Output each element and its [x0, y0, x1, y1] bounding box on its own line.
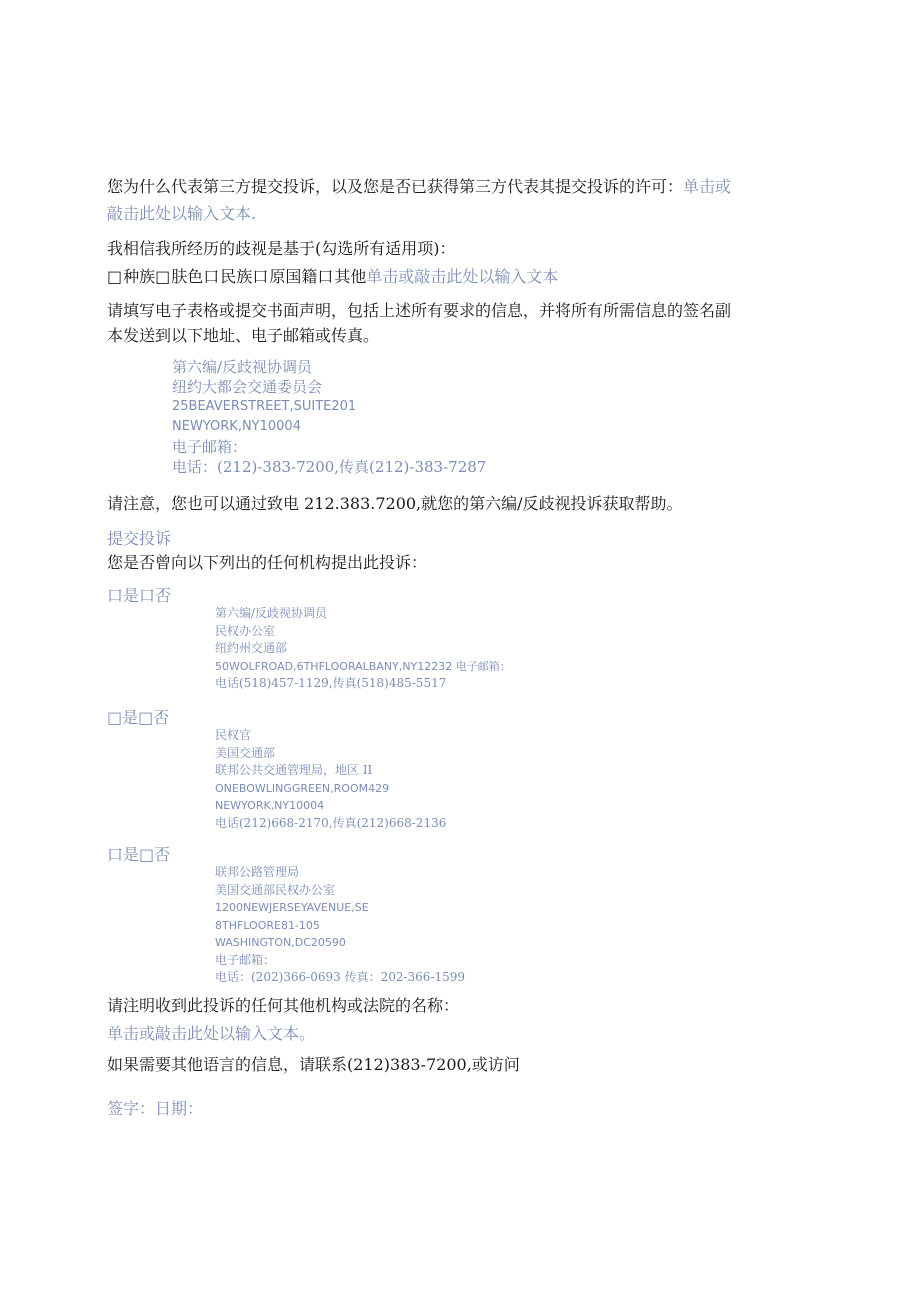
- option-other[interactable]: 口其他: [317, 267, 366, 286]
- address-line: 纽约州交通部: [215, 641, 288, 655]
- agency-1-yes-no: [107, 584, 171, 608]
- address-line: NEWYORK,NY10004: [172, 419, 301, 434]
- signature-date-line[interactable]: 签字：日期：: [107, 1099, 204, 1118]
- third-party-question: [107, 175, 731, 199]
- address-line: 第六编/反歧视协调员: [215, 606, 328, 620]
- checkbox-agency-1-yes[interactable]: 口: [107, 586, 124, 605]
- checkbox-national-origin[interactable]: 口: [252, 267, 269, 286]
- instructions-line1: 请填写电子表格或提交书面声明，包括上述所有要求的信息，并将所有所需信息的签名副: [107, 301, 732, 320]
- agency-3-no-option[interactable]: □否: [139, 845, 171, 864]
- third-party-placeholder[interactable]: 单击或: [683, 177, 732, 196]
- agency-3-address: [215, 864, 465, 987]
- other-agencies-placeholder[interactable]: 单击或敲击此处以输入文本。: [107, 1024, 316, 1043]
- address-line: 美国交通部民权办公室: [215, 882, 336, 897]
- address-line: 电子邮箱：: [215, 952, 276, 967]
- option-ethnicity[interactable]: 口民族: [203, 267, 252, 286]
- checkbox-color[interactable]: □: [155, 267, 171, 286]
- submit-question: 您是否曾向以下列出的任何机构提出此投诉：: [107, 553, 428, 572]
- option-national-origin[interactable]: 口原国籍: [252, 267, 317, 286]
- address-line: WASHINGTON,DC20590: [215, 936, 346, 949]
- agency-1-yes-option[interactable]: 口是: [107, 586, 140, 605]
- address-line: 民权办公室: [215, 623, 276, 638]
- agency-2-yes-option[interactable]: □是: [107, 708, 139, 727]
- primary-address: [172, 357, 486, 477]
- address-line: 电话(518)457-1129,传真(518)485-5517: [215, 676, 447, 690]
- instructions-line2: 本发送到以下地址、电子邮箱或传真。: [107, 326, 380, 345]
- option-color[interactable]: □肤色: [155, 267, 203, 286]
- basis-options: [107, 265, 558, 289]
- address-line: 民权官: [215, 728, 252, 742]
- address-line: 纽约大都会交通委员会: [172, 378, 323, 396]
- third-party-question-text: 您为什么代表第三方提交投诉，以及您是否已获得第三方代表其提交投诉的许可：: [107, 177, 684, 196]
- other-agencies-question: 请注明收到此投诉的任何其他机构或法院的名称：: [107, 996, 460, 1015]
- address-line: NEWYORK,NY10004: [215, 799, 325, 812]
- address-line: 8THFLOORE81-105: [215, 918, 320, 932]
- agency-3-yes-no: [107, 843, 170, 867]
- address-line: 美国交通部: [215, 745, 276, 760]
- third-party-placeholder-cont[interactable]: 敲击此处以输入文本.: [107, 204, 257, 223]
- address-line: 1200NEWJERSEYAVENUE,SE: [215, 901, 369, 914]
- address-line: ONEBOWLINGGREEN,ROOM429: [215, 781, 390, 795]
- basis-other-placeholder[interactable]: 单击或敲击此处以输入文本: [366, 267, 559, 286]
- checkbox-race[interactable]: □: [107, 267, 123, 286]
- address-line: 25BEAVERSTREET,SUITE201: [172, 399, 357, 414]
- checkbox-agency-3-no[interactable]: □: [139, 845, 155, 864]
- checkbox-agency-3-yes[interactable]: 口: [107, 845, 124, 864]
- language-note: 如果需要其他语言的信息，请联系(212)383-7200,或访问: [107, 1055, 520, 1074]
- checkbox-ethnicity[interactable]: 口: [203, 267, 220, 286]
- address-line: 电子邮箱：: [172, 438, 248, 456]
- checkbox-other[interactable]: 口: [317, 267, 334, 286]
- address-line: 电话(212)668-2170,传真(212)668-2136: [215, 815, 447, 830]
- agency-2-address: [215, 727, 446, 832]
- basis-title: 我相信我所经历的歧视是基于(勾选所有适用项)：: [107, 239, 456, 258]
- submit-heading: 提交投诉: [107, 529, 172, 548]
- address-line: 电话：(202)366-0693 传真：202-366-1599: [215, 970, 466, 984]
- address-line: 联邦公共交通管理局，地区 II: [215, 763, 373, 777]
- address-line: 联邦公路管理局: [215, 865, 300, 879]
- checkbox-agency-1-no[interactable]: 口: [139, 586, 156, 605]
- agency-2-yes-no: [107, 706, 169, 730]
- option-race[interactable]: □种族: [107, 267, 155, 286]
- agency-1-address: [215, 605, 511, 693]
- checkbox-agency-2-yes[interactable]: □: [107, 708, 123, 727]
- phone-note: 请注意，您也可以通过致电 212.383.7200,就您的第六编/反歧视投诉获取帮助。: [107, 494, 683, 513]
- checkbox-agency-2-no[interactable]: □: [138, 708, 154, 727]
- address-line: 50WOLFROAD,6THFLOORALBANY,NY12232 电子邮箱：: [215, 659, 511, 673]
- agency-2-no-option[interactable]: □否: [138, 708, 170, 727]
- address-line: 第六编/反歧视协调员: [172, 358, 313, 376]
- agency-3-yes-option[interactable]: 口是: [107, 845, 140, 864]
- agency-1-no-option[interactable]: 口否: [139, 586, 172, 605]
- address-line: 电话：(212)-383-7200,传真(212)-383-7287: [172, 458, 487, 476]
